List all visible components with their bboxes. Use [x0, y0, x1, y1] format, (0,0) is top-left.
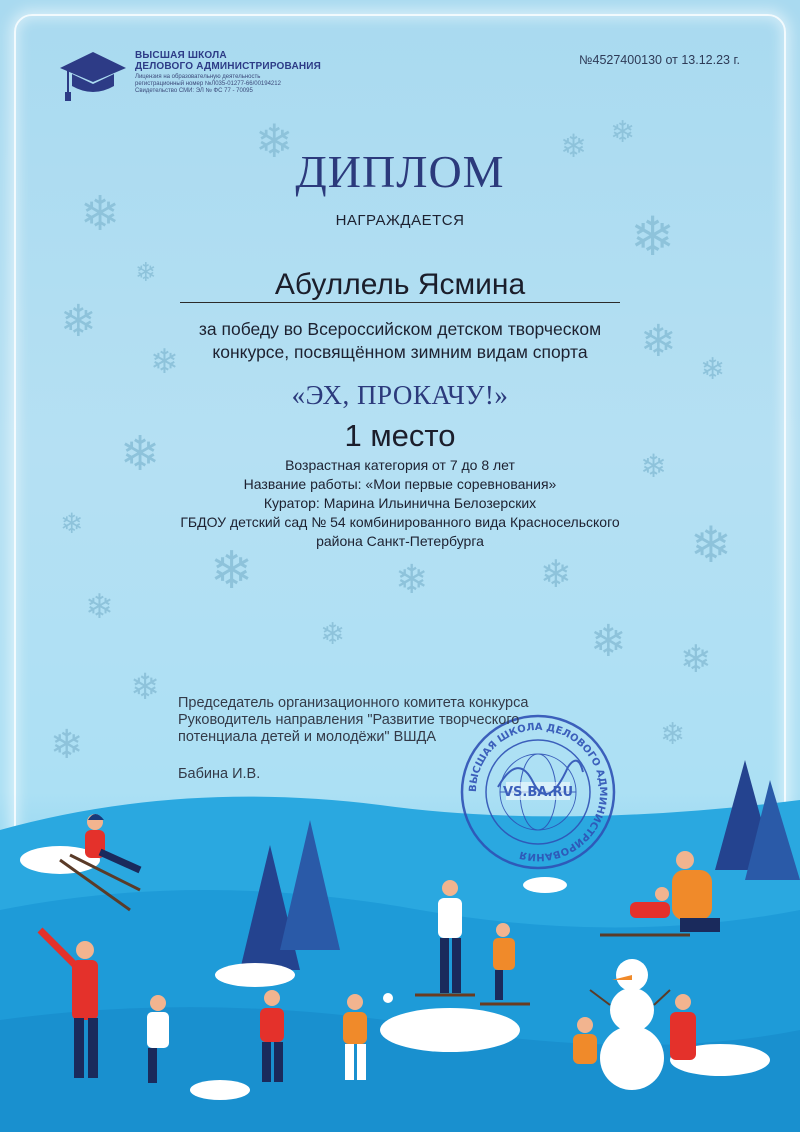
victory-line1: за победу во Всероссийском детском творческом	[198, 319, 602, 339]
snowflake-icon: ❄	[395, 557, 429, 603]
winter-scene-illustration	[0, 760, 800, 1132]
awarded-label: НАГРАЖДАЕТСЯ	[335, 212, 465, 229]
age-category: Возрастная категория от 7 до 8 лет	[285, 457, 515, 473]
signature-position-line2: Руководитель направления "Развитие творческого	[178, 712, 520, 728]
snowflake-icon: ❄	[700, 352, 726, 387]
graduation-cap-icon	[58, 48, 128, 106]
snowflake-icon: ❄	[80, 186, 121, 242]
work-title: Название работы: «Мои первые соревнования»	[243, 476, 557, 492]
organization-license	[135, 74, 335, 95]
signature-position-line1: Председатель организационного комитета конкурса	[178, 695, 529, 711]
signer-name: Бабина И.В.	[178, 766, 261, 782]
diploma-title: ДИПЛОМ	[295, 146, 505, 197]
snowflake-icon: ❄	[660, 717, 686, 752]
organization-name	[135, 50, 321, 72]
snowflake-icon: ❄	[85, 587, 114, 627]
license-line2: регистрационный номер №Л035-01277-66/00194212	[135, 81, 281, 87]
snowflake-icon: ❄	[640, 447, 667, 485]
document-number: №4527400130 от 13.12.23 г.	[579, 53, 740, 67]
stamp-center-text: VS.BA.RU	[502, 785, 574, 800]
snowflake-icon: ❄	[255, 114, 294, 168]
license-line3: Свидетельство СМИ: ЭЛ № ФС 77 - 70095	[135, 88, 253, 94]
victory-line2: конкурсе, посвящённом зимним видам спорта	[212, 342, 588, 362]
institution-line1: ГБДОУ детский сад № 54 комбинированного вида Красносельского	[180, 514, 620, 530]
contest-name: «ЭХ, ПРОКАЧУ!»	[291, 380, 509, 410]
snowflake-icon: ❄	[320, 617, 346, 652]
institution-line2: района Санкт-Петербурга	[316, 533, 484, 549]
snowflake-icon: ❄	[60, 296, 97, 347]
snowflake-icon: ❄	[630, 205, 676, 268]
snowflake-icon: ❄	[680, 637, 712, 681]
award-details	[0, 456, 800, 551]
snowflake-icon: ❄	[120, 426, 161, 482]
snowflake-icon: ❄	[690, 516, 732, 574]
snowflake-icon: ❄	[50, 722, 84, 768]
snowflake-icon: ❄	[210, 541, 254, 601]
organization-name-line2: ДЕЛОВОГО АДМИНИСТРИРОВАНИЯ	[135, 61, 322, 72]
license-line1: Лицензия на образовательную деятельность	[135, 74, 261, 80]
signature-block	[178, 695, 528, 746]
snowflake-icon: ❄	[640, 316, 677, 367]
snowflake-icon: ❄	[590, 616, 627, 667]
signature-position-line3: потенциала детей и молодёжи" ВШДА	[178, 729, 437, 745]
snowflake-icon: ❄	[560, 127, 587, 165]
snowflake-icon: ❄	[60, 507, 84, 540]
snowflake-icon: ❄	[130, 667, 161, 708]
name-underline	[180, 302, 620, 303]
snowflake-icon: ❄	[150, 342, 179, 382]
victory-text	[0, 316, 800, 367]
recipient-name: Абуллель Ясмина	[274, 268, 526, 301]
snowflake-icon: ❄	[610, 115, 636, 150]
curator: Куратор: Марина Ильинична Белозерских	[263, 495, 537, 511]
snowflake-icon: ❄	[540, 552, 572, 596]
stamp-ring-text: ВЫСШАЯ ШКОЛА ДЕЛОВОГО АДМИНИСТРИРОВАНИЯ	[467, 721, 609, 863]
place-award: 1 место	[344, 418, 456, 453]
snowflake-icon: ❄	[135, 258, 157, 288]
organization-name-line1: ВЫСШАЯ ШКОЛА	[135, 50, 227, 61]
